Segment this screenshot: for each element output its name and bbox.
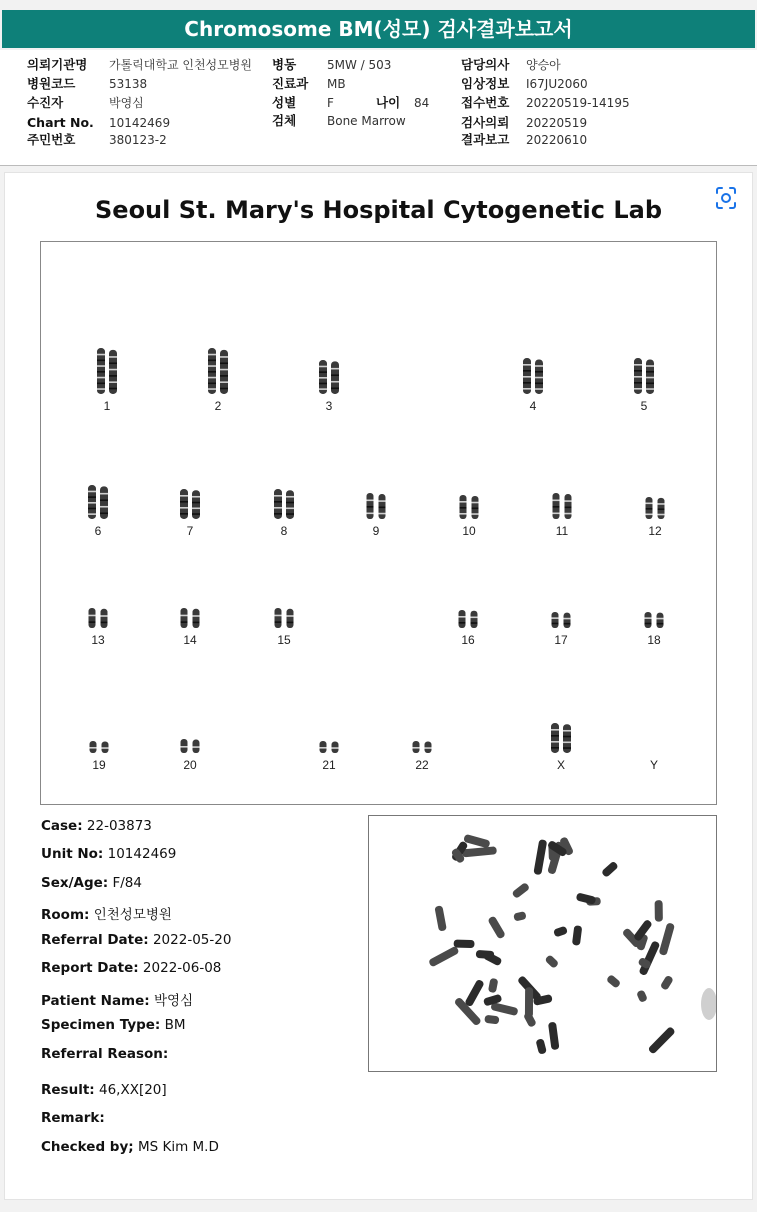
chromosome-pair-21 xyxy=(320,741,339,753)
chromosome-pair-18 xyxy=(645,612,664,628)
chromosome-pair-7 xyxy=(180,489,200,519)
chromosome-label: 2 xyxy=(214,399,222,413)
chromosome-pair-17 xyxy=(552,612,571,628)
chromosome-pair-16 xyxy=(459,610,478,628)
chromosome-pair-22 xyxy=(413,741,432,753)
karyotype-panel xyxy=(40,241,717,805)
chromosome-label: 21 xyxy=(322,758,336,772)
chromosome-label: 12 xyxy=(648,524,662,538)
chromosome-label: 14 xyxy=(183,633,197,647)
room-field: Room: 인천성모병원 xyxy=(41,907,172,923)
checked-by-field: Checked by; MS Kim M.D xyxy=(41,1139,219,1155)
age-label: 나이 xyxy=(376,95,401,110)
chromosome-pair-8 xyxy=(274,489,294,519)
chromosome-label: 19 xyxy=(92,758,106,772)
chromosome-label: 18 xyxy=(647,633,661,647)
unit-no-field: Unit No: 10142469 xyxy=(41,846,177,862)
sex-age-field: Sex/Age: F/84 xyxy=(41,875,142,891)
chromosome-pair-11 xyxy=(553,493,572,519)
chromosome-label: 4 xyxy=(529,399,537,413)
chromosome-pair-19 xyxy=(90,741,109,753)
chromosome-pair-X xyxy=(551,723,571,753)
chromosome-label: Y xyxy=(649,758,659,772)
chromosome-label: 9 xyxy=(372,524,380,538)
chromosome-label: 15 xyxy=(277,633,291,647)
report-date-field: Report Date: 2022-06-08 xyxy=(41,960,222,976)
age-value: 84 xyxy=(414,96,430,110)
chromosome-label: 11 xyxy=(555,524,569,538)
chromosome-label: 13 xyxy=(91,633,105,647)
chromosome-label: 22 xyxy=(415,758,429,772)
remark-field: Remark: xyxy=(41,1110,105,1126)
referral-date-field: Referral Date: 2022-05-20 xyxy=(41,932,232,948)
cell-nucleus-edge xyxy=(701,988,716,1020)
chromosome-label: 5 xyxy=(640,399,648,413)
chromosome-pair-4 xyxy=(523,358,543,394)
chromosome-pair-9 xyxy=(367,493,386,519)
chromosome-pair-20 xyxy=(181,739,200,753)
chromosome-label: 3 xyxy=(325,399,333,413)
chromosome-label: 1 xyxy=(103,399,111,413)
patient-name-field: Patient Name: 박영심 xyxy=(41,993,194,1009)
chromosome-pair-12 xyxy=(646,497,665,519)
chromosome-pair-1 xyxy=(97,348,117,394)
chromosome-pair-10 xyxy=(460,495,479,519)
lab-title: Seoul St. Mary's Hospital Cytogenetic Lab xyxy=(95,196,662,224)
chromosome-label: 6 xyxy=(94,524,102,538)
metaphase-spread-image xyxy=(369,816,716,1071)
chromosome-label: 7 xyxy=(186,524,194,538)
case-field: Case: 22-03873 xyxy=(41,818,152,834)
chromosome-label: 20 xyxy=(183,758,197,772)
chromosome-label: X xyxy=(556,758,566,772)
chromosome-label: 10 xyxy=(462,524,476,538)
chromosome-pair-3 xyxy=(319,360,339,394)
chromosome-label: 16 xyxy=(461,633,475,647)
chromosome-label: 17 xyxy=(554,633,568,647)
referral-reason-field: Referral Reason: xyxy=(41,1046,169,1062)
chromosome-pair-5 xyxy=(634,358,654,394)
chromosome-pair-6 xyxy=(88,485,108,519)
chromosome-pair-15 xyxy=(275,608,294,628)
chromosome-pair-13 xyxy=(89,608,108,628)
result-field: Result: 46,XX[20] xyxy=(41,1082,167,1098)
patient-info-panel: 의뢰기관명 가톨릭대학교 인천성모병원 병원코드 53138 수진자 박영심 Chart No. 10142469 주민번호 380123-2 병동 5MW / 503 진료과 MB 성별 F 나이 84 검체 Bone Marrow 담당의사 양승아 임상정보 I67JU2060 접수번호 20220519-14195 검사의뢰 20220519 결과보고 20220610 xyxy=(0,50,757,166)
karyotype-figure xyxy=(41,242,716,804)
metaphase-chromosomes xyxy=(428,834,676,1055)
report-title: Chromosome BM(성모) 검사결과보고서 xyxy=(2,10,755,48)
chromosome-pair-14 xyxy=(181,608,200,628)
specimen-type-field: Specimen Type: BM xyxy=(41,1017,186,1033)
metaphase-panel xyxy=(368,815,717,1072)
chromosome-label: 8 xyxy=(280,524,288,538)
chromosome-pair-2 xyxy=(208,348,228,394)
